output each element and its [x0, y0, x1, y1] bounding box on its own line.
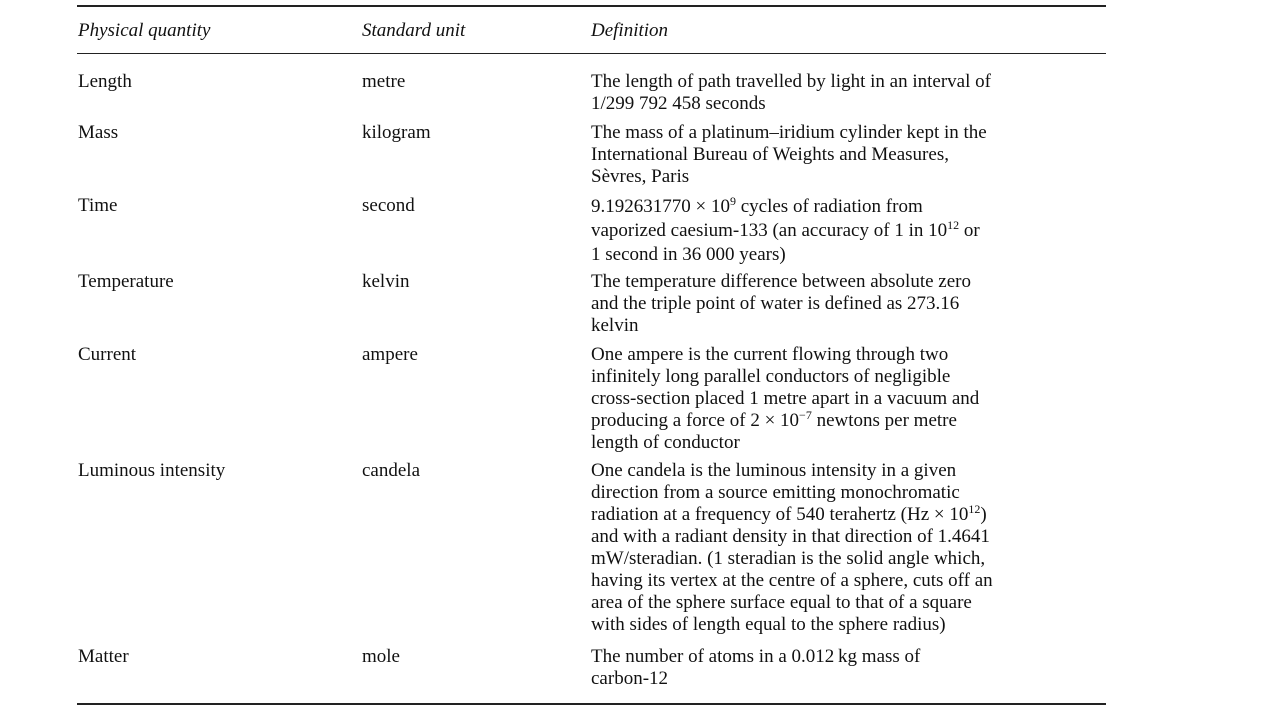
definition-text: area of the sphere surface equal to that of a square	[591, 592, 972, 613]
definition-line	[591, 614, 993, 636]
definition-text: One ampere is the current flowing through two	[591, 344, 949, 365]
definition-text: length of conductor	[591, 432, 740, 453]
definition-text: The number of atoms in a 0.012 kg mass of	[591, 646, 921, 667]
definition-text-continued: or	[959, 220, 980, 241]
unit-cell: metre	[362, 71, 406, 92]
unit-cell: second	[362, 195, 415, 216]
unit-cell: ampere	[362, 344, 418, 365]
definition-line	[591, 219, 980, 243]
definition-text: carbon-12	[591, 668, 669, 689]
superscript-exponent: 12	[968, 502, 981, 516]
definition-line	[591, 93, 991, 115]
definition-text-continued: cycles of radiation from	[735, 196, 923, 217]
definition-cell	[591, 271, 971, 337]
definition-line	[591, 570, 993, 592]
definition-cell	[591, 460, 993, 636]
definition-text-continued: )	[980, 504, 987, 525]
quantity-cell: Mass	[78, 122, 119, 143]
superscript-exponent: −7	[799, 408, 812, 422]
definition-text: The mass of a platinum–iridium cylinder kept in the	[591, 122, 987, 143]
definition-line	[591, 388, 979, 410]
definition-line	[591, 344, 979, 366]
unit-cell: mole	[362, 646, 400, 667]
unit-cell: kelvin	[362, 271, 410, 292]
definition-line	[591, 410, 979, 432]
definition-line	[591, 166, 987, 188]
definition-text: and with a radiant density in that direction of 1.4641	[591, 526, 990, 547]
definition-line	[591, 592, 993, 614]
definition-line	[591, 366, 979, 388]
definition-line	[591, 71, 991, 93]
header-physical-quantity: Physical quantity	[78, 20, 211, 41]
definition-line	[591, 293, 971, 315]
quantity-cell: Current	[78, 344, 137, 365]
header-standard-unit: Standard unit	[362, 20, 466, 41]
definition-text: 1/299 792 458 seconds	[591, 93, 766, 114]
definition-line	[591, 482, 993, 504]
quantity-cell: Temperature	[78, 271, 174, 292]
definition-cell	[591, 646, 920, 690]
definition-text: radiation at a frequency of 540 terahertz (Hz × 10	[591, 504, 969, 525]
definition-cell	[591, 122, 987, 188]
definition-text: producing a force of 2 × 10	[591, 410, 800, 431]
definition-line	[591, 548, 993, 570]
definition-text: mW/steradian. (1 steradian is the solid angle which,	[591, 548, 986, 569]
definition-line	[591, 243, 980, 267]
definition-line	[591, 460, 993, 482]
definition-line	[591, 646, 920, 668]
definition-line	[591, 526, 993, 548]
superscript-exponent: 9	[729, 194, 736, 208]
definition-cell	[591, 71, 991, 115]
definition-text: direction from a source emitting monochromatic	[591, 482, 960, 503]
definition-text: cross-section placed 1 metre apart in a vacuum and	[591, 388, 980, 409]
table-body	[77, 54, 1106, 703]
definition-text: vaporized caesium-133 (an accuracy of 1 in 10	[591, 220, 948, 241]
definition-line	[591, 195, 980, 219]
definition-line	[591, 668, 920, 690]
definition-line	[591, 144, 987, 166]
quantity-cell: Time	[78, 195, 118, 216]
quantity-cell: Luminous intensity	[78, 460, 226, 481]
definition-text: kelvin	[591, 315, 639, 336]
definition-line	[591, 432, 979, 454]
definition-text: The temperature difference between absolute zero	[591, 271, 971, 292]
superscript-exponent: 12	[947, 218, 960, 232]
definition-text: infinitely long parallel conductors of negligible	[591, 366, 951, 387]
definition-text: having its vertex at the centre of a sphere, cuts off an	[591, 570, 993, 591]
definition-line	[591, 271, 971, 293]
si-units-table	[77, 5, 1106, 705]
definition-text: 1 second in 36 000 years)	[591, 244, 786, 265]
definition-line	[591, 122, 987, 144]
definition-text: The length of path travelled by light in an interval of	[591, 71, 991, 92]
definition-line	[591, 504, 993, 526]
definition-text: 9.192631770 × 10	[591, 196, 730, 217]
definition-text: Sèvres, Paris	[591, 166, 690, 187]
header-definition: Definition	[591, 20, 669, 41]
table-header-row	[77, 7, 1106, 54]
definition-text-continued: newtons per metre	[811, 410, 957, 431]
quantity-cell: Matter	[78, 646, 129, 667]
definition-cell	[591, 195, 980, 267]
definition-text: and the triple point of water is defined as 273.16	[591, 293, 960, 314]
unit-cell: kilogram	[362, 122, 431, 143]
unit-cell: candela	[362, 460, 421, 481]
definition-line	[591, 315, 971, 337]
definition-cell	[591, 344, 979, 454]
quantity-cell: Length	[78, 71, 132, 92]
definition-text: International Bureau of Weights and Measures,	[591, 144, 949, 165]
definition-text: One candela is the luminous intensity in a given	[591, 460, 957, 481]
definition-text: with sides of length equal to the sphere radius)	[591, 614, 946, 635]
